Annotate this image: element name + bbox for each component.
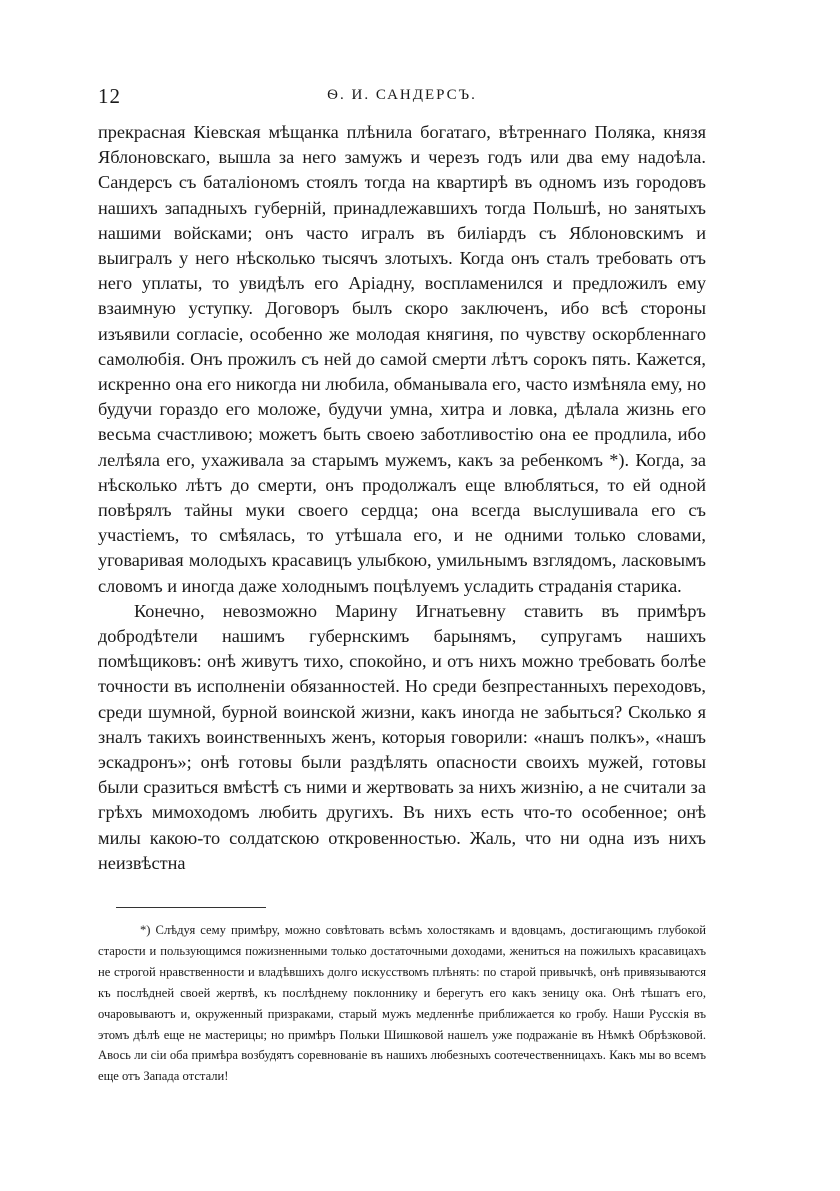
footnote-divider [116,907,266,908]
paragraph: прекрасная Кіевская мѣщанка плѣнила богатаго, вѣтреннаго Поляка, князя Яблоновскаго, вышла за него замужъ и черезъ годъ или два ему надоѣла. Сандерсъ съ баталіономъ стоялъ тогда на квартирѣ въ одномъ изъ городовъ нашихъ западныхъ губерній, принадлежавшихъ тогда Польшѣ, но занятыхъ нашими войсками; онъ часто игралъ въ биліардъ съ Яблоновскимъ и выигралъ у него нѣсколько тысячъ злотыхъ. Когда онъ сталъ требовать отъ него уплаты, то увидѣлъ его Аріадну, воспламенился и предложилъ ему взаимную уступку. Договоръ былъ скоро заключенъ, ибо всѣ стороны изъявили согласіе, особенно же молодая княгиня, по чувству оскорбленнаго самолюбія. Онъ прожилъ съ ней до самой смерти лѣтъ сорокъ пять. Кажется, искренно она его никогда ни любила, обманывала его, часто измѣняла ему, но будучи гораздо его моложе, будучи умна, хитра и ловка, дѣлала жизнь его весьма счастливою; можетъ быть своею заботливостію она ее продлила, ибо лелѣяла его, ухаживала за старымъ мужемъ, какъ за ребенкомъ *). Когда, за нѣсколько лѣтъ до смерти, онъ продолжалъ еще влюбляться, то ей одной повѣрялъ тайны муки своего сердца; она всегда выслушивала его съ участіемъ, то смѣялась, то утѣшала его, и не одними только словами, уговаривая молодыхъ красавицъ улыбкою, умильнымъ взглядомъ, ласковымъ словомъ и иногда даже холоднымъ поцѣлуемъ усладить страданія старика. [98,122,706,596]
page-header [98,84,706,110]
running-head: Ѳ. И. САНДЕРСЪ. [327,87,477,103]
page-number: 12 [98,84,121,108]
paragraph: Конечно, невозможно Марину Игнатьевну ставить въ примѣръ добродѣтели нашимъ губернскимъ барынямъ, супругамъ нашихъ помѣщиковъ: онѣ живутъ тихо, спокойно, и отъ нихъ можно требовать болѣе точности въ исполненіи обязанностей. Но среди безпрестанныхъ переходовъ, среди шумной, бурной воинской жизни, какъ иногда не забыться? Сколько я зналъ такихъ воинственныхъ женъ, которыя говорили: «нашъ полкъ», «нашъ эскадронъ»; онѣ готовы были раздѣлять опасности своихъ мужей, готовы были сразиться вмѣстѣ съ ними и жертвовать за нихъ жизнію, а не считали за грѣхъ мимоходомъ любить другихъ. Въ нихъ есть что-то особенное; онѣ милы какою-то солдатскою откровенностью. Жаль, что ни одна изъ нихъ неизвѣстна [98,600,706,873]
main-text [98,120,706,876]
footnote: *) Слѣдуя сему примѣру, можно совѣтовать всѣмъ холостякамъ и вдовцамъ, достигающимъ глубокой старости и пользующимся пожизненными только достаточными доходами, жениться на пожилыхъ красавицахъ не строгой нравственности и владѣвшихъ долго искусствомъ плѣнять: по старой привычкѣ, онѣ привязываются къ послѣдней своей жертвѣ, къ послѣднему поклоннику и берегутъ его какъ зеницу ока. Онѣ тѣшатъ его, очаровываютъ и, окруженный призраками, старый мужъ медленнѣе приближается ко гробу. Наши Русскія въ этомъ дѣлѣ еще не мастерицы; но примѣръ Польки Шишковой нашелъ уже подражаніе въ Нѣмкѣ Обрѣзковой. Авось ли сіи оба примѣра возбудятъ соревнованіе въ нашихъ любезныхъ соотечественницахъ. Какъ мы во всемъ еще отъ Запада отстали! [98,923,706,1084]
